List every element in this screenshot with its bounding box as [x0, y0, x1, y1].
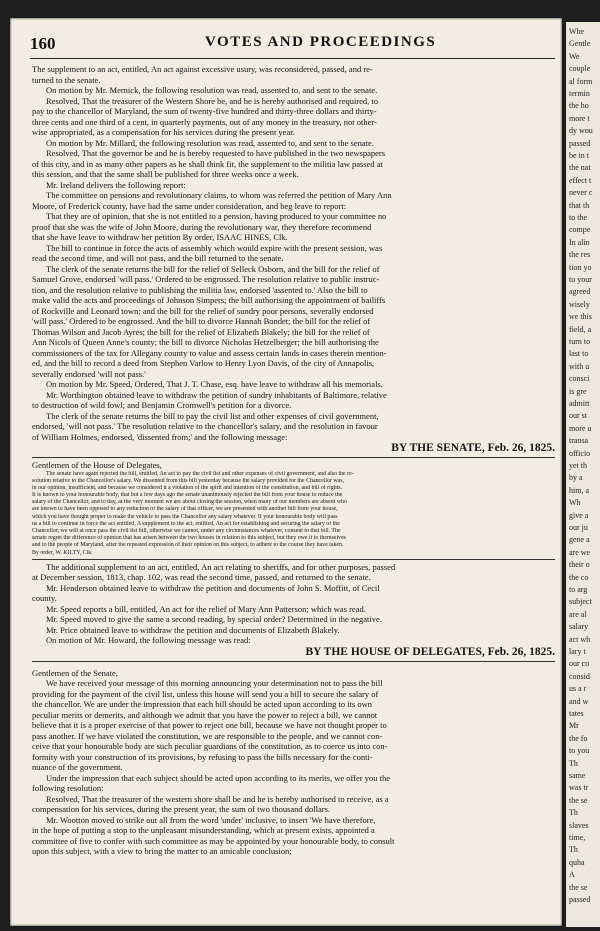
text-line: Thomas Wilson and Jacob Ayres; the bill for the relief of Elizabeth Blakely; the bill for the relief of — [32, 326, 370, 337]
text-line: 'will pass.' Ordered to be engrossed. And the bill to divorce Hannah Bondet; the bill for the relief of — [32, 316, 371, 326]
fragment-line: yet th — [569, 461, 587, 470]
page-header — [10, 34, 562, 56]
text-line: pay to the chancellor of Maryland, the sum of twenty-five hundred and thirty-three dollars and thirty- — [32, 106, 377, 116]
text-line: Mr. Price obtained leave to withdraw the petition and documents of Elizabeth Blakely. — [46, 624, 340, 635]
fragment-line: Wh — [569, 498, 581, 508]
page-number: 160 — [30, 34, 56, 53]
text-line: ed, and the bill to record a deed from Stephen Varlow to Henry Lyon Davis, of the city of Annapolis, — [32, 358, 375, 368]
text-line: Mr. Speed reports a bill, entitled, An act for the relief of Mary Ann Patterson; which was read. — [46, 603, 366, 614]
text-block-b — [32, 562, 555, 646]
text-line: us a bill to continue in force the act entitled, A supplement to the act, entitled, An act for establishing and securing the salary of the — [32, 520, 340, 527]
fragment-line: turn to — [569, 337, 591, 346]
fragment-line: field, a — [569, 324, 592, 334]
fragment-line: lary t — [569, 647, 586, 656]
text-line: this session, and that the same shall be published for three weeks once a week. — [32, 169, 299, 179]
fragment-line: more u — [569, 423, 592, 433]
text-line: upon this subject, with a view to bring the matter to an amicable conclusion; — [32, 846, 292, 857]
fragment-line: him, a — [569, 485, 589, 495]
fragment-line: to you — [569, 746, 590, 756]
text-line: which you have thought proper to make the vehicle to pass the Chancellor any salary whatever. If your honourable body will pass — [32, 513, 338, 520]
fragment-line: the se — [569, 882, 588, 892]
fragment-line: to your — [569, 275, 592, 284]
text-line: The additional supplement to an act, entitled, An act relating to sheriffs, and for other purposes, passed — [46, 561, 396, 572]
text-line: The clerk of the senate returns the bill to pay the civil list and other expenses of civil government, — [46, 410, 379, 421]
header-rule — [30, 58, 555, 59]
text-line: On motion by Mr. Mernick, the following resolution was read, assented to, and sent to the senate. — [46, 85, 378, 95]
fragment-line: admitt — [569, 399, 590, 408]
fragment-line: our co — [569, 659, 590, 669]
divider — [32, 661, 555, 662]
fragment-line: by a — [569, 473, 583, 483]
text-line: believe that it is a proper exercise of that power to reject one bill, because we have not thought proper to — [32, 720, 387, 731]
text-line: committee of five to confer with such committee as may be appointed by your honourable body, to consult — [32, 835, 395, 846]
fragment-line: and w — [569, 696, 589, 706]
fragment-line: termin — [569, 89, 590, 98]
text-line: read the second time, and will not pass, and the bill returned to the senate. — [32, 253, 284, 263]
fragment-line: last to — [569, 349, 589, 359]
fragment-line: the res — [569, 250, 591, 260]
text-line: compensation for his services, during the present year, the sum of two thousand dollars. — [32, 804, 331, 815]
text-line: that she have leave to withdraw her petition By order, ISAAC HINES, Clk. — [32, 232, 288, 242]
text-line: Resolved, That the treasurer of the Western Shore be, and he is hereby authorised and required, to — [46, 95, 379, 106]
text-line: By order, W. KILTY, Clk. — [32, 549, 93, 556]
fragment-line: Whe — [569, 27, 585, 36]
text-line: Moore, of Frederick county, have had the same under consideration, and beg leave to report: — [32, 200, 347, 211]
text-line: On motion by Mr. Speed, Ordered, That J. T. Chase, esq. have leave to withdraw all his memorials. — [46, 379, 383, 389]
fragment-line: give a — [569, 510, 589, 520]
text-line: make valid the acts and proceedings of Johnson Simpers; the bill authorising the appointment of bailiffs — [32, 295, 386, 305]
text-line: The clerk of the senate returns the bill for the relief of Selleck Osborn, and the bill for the relief of — [46, 263, 380, 274]
text-line: in our opinion, insufficient, and because we considered it a violation of the spirit and intention of the constitution, and bill of rights. — [32, 484, 343, 491]
text-line: The committee on pensions and revolutionary claims, to whom was referred the petition of Mary Ann — [46, 190, 392, 200]
fragment-line: consid — [569, 671, 590, 681]
fragment-line: We — [569, 51, 580, 61]
fragment-line: subject — [569, 597, 592, 607]
text-line: following resolution: — [32, 783, 104, 794]
fragment-line: Th — [569, 808, 578, 818]
fragment-line: tates — [569, 709, 584, 718]
fragment-line: consci — [569, 374, 590, 384]
text-line: We have received your message of this morning announcing your determination not to pass the bill — [46, 678, 383, 689]
text-line: of William Holmes, endorsed, 'dissented from;' and the following message: — [32, 431, 288, 442]
house-reply-block — [32, 678, 555, 857]
fragment-line: the se — [569, 795, 588, 805]
fragment-line: are we — [569, 547, 591, 557]
fragment-line: transa — [569, 436, 589, 446]
fragment-line: time, — [569, 833, 586, 842]
senate-signature: BY THE SENATE, Feb. 26, 1825. — [391, 442, 555, 454]
text-line: On motion of Mr. Howard, the following message was read: — [46, 635, 251, 646]
fragment-line: officio — [569, 448, 591, 458]
fragment-line: was tr — [569, 783, 589, 793]
text-line: The bill to continue in force the acts of assembly which would expire with the present session, was — [46, 242, 383, 253]
text-line: of this city, and in as many other papers as he shall think fit, the supplement to the militia law passed at — [32, 158, 383, 169]
fragment-line: act wh — [569, 634, 591, 644]
text-line: Ann Nicols of Queen Anne's county; the bill to divorce Nicholas Hetzelberger; the bill authorising the — [32, 337, 379, 347]
fragment-line: the nat — [569, 163, 591, 173]
text-line: Mr. Henderson obtained leave to withdraw the petition and documents of John S. Moffitt, of Cecil — [46, 582, 380, 593]
fragment-line: passed — [569, 895, 591, 904]
fragment-line: be in t — [569, 151, 589, 160]
text-line: It is known to your honourable body, that but a few days ago the senate unanimously rejected the bill from your house to reduce the — [32, 492, 343, 499]
text-line: wise appropriated, as a compensation for his services during the present year. — [32, 127, 295, 137]
salutation-senate: Gentlemen of the Senate, — [32, 667, 118, 678]
text-line: Mr. Worthington obtained leave to withdraw the petition of sundry inhabitants of Baltimore, relative — [46, 389, 387, 400]
text-line: The senate have again rejected the bill, entitled, An act to pay the civil list and other expenses of civil government, and also the re- — [46, 470, 354, 477]
text-line: to destruction of wild fowl; and Benjamin Cromwell's petition for a divorce. — [32, 400, 292, 410]
divider — [32, 559, 555, 560]
fragment-line: are al — [569, 609, 587, 619]
left-page — [10, 18, 562, 926]
fragment-line: dy wou — [569, 126, 593, 136]
fragment-line: the ho — [569, 101, 589, 111]
text-line: commissioners of the tax for Allegany county to value and assess certain lands in cases therein mention- — [32, 347, 387, 358]
text-line: three cents and one third of a cent, in quarterly payments, out of any money in the treasury, not other- — [32, 116, 377, 127]
fragment-line: never c — [569, 188, 593, 198]
divider — [32, 457, 555, 458]
text-line: solution relative to the Chancellor's salary. We dissented from this bill yesterday because the salary provided for the Chancellor was, — [32, 477, 345, 484]
text-line: Resolved, That the treasurer of the western shore shall be and he is hereby authorised to receive, as a — [46, 793, 389, 804]
text-line: senate regret the difference of opinion that has arisen between the two houses in relation to this subject, but they owe it to themselves — [32, 535, 346, 542]
text-line: proof that she was the wife of John Moore, during the revolutionary war, they therefore recommend — [32, 221, 372, 232]
fragment-line: couple — [569, 64, 591, 74]
text-line: Under the impression that each subject should be acted upon according to its merits, we offer you the — [46, 772, 390, 783]
text-line: That they are of opinion, that she is not entitled to a pension, having produced to your committee no — [46, 211, 387, 221]
running-title: VOTES AND PROCEEDINGS — [205, 34, 437, 50]
senate-message-block — [32, 471, 555, 557]
text-line: tion, and the resolution relative to publishing the militia law, endorsed 'assented to.' Also the bill to — [32, 284, 368, 295]
fragment-line: tion yo — [569, 262, 592, 272]
text-block-a — [32, 64, 555, 442]
proceedings-text — [32, 64, 555, 857]
text-line: pass another. If we have violated the constitution, we are responsible to the people, and we cannot con- — [32, 730, 383, 741]
text-line: Chancellor, we will at once pass the civil list bill, otherwise we cannot, under any circumstances whatever, consent to that bill. The — [32, 528, 341, 534]
salutation-delegates: Gentlemen of the House of Delegates, — [32, 460, 162, 470]
text-line: Mr. Speed moved to give the same a second reading, by special order? Determined in the negative. — [46, 614, 382, 625]
fragment-line: their o — [569, 560, 590, 570]
text-line: ceive that your honourable body are such peculiar guardians of the constitution, as to coerce us into con- — [32, 741, 388, 752]
fragment-line: that th — [569, 200, 590, 210]
fragment-line: effect t — [569, 175, 592, 185]
text-line: providing for the payment of the civil list, unless this house will send you a bill to secure the salary of — [32, 688, 379, 699]
fragment-line: compe — [569, 225, 591, 235]
text-line: are known to have been opposed to any reduction of the salary of that officer, we are presented with another bill from your house, — [32, 506, 338, 513]
fragment-line: A — [569, 870, 575, 880]
adjacent-page-fragment — [566, 22, 600, 927]
text-line: of Rockville and Leonard town; and the bill for the relief of sundry poor persons, severally endorsed — [32, 305, 374, 316]
fragment-line: wisely — [569, 299, 590, 309]
text-line: nuance of the government. — [32, 762, 123, 773]
text-line: The supplement to an act, entitled, An act against excessive usury, was reconsidered, passed, and re- — [32, 64, 373, 74]
text-line: On motion by Mr. Millard, the following resolution was read, assented to, and sent to the senate. — [46, 137, 374, 148]
fragment-line: with u — [569, 361, 590, 371]
fragment-line: more t — [569, 113, 590, 123]
text-line: peculiar merits or demerits, and although we admit that you have the power to reject a bill, we cannot — [32, 709, 378, 720]
fragment-line: our ju — [569, 523, 588, 532]
text-line: Mr. Ireland delivers the following report: — [46, 179, 186, 190]
text-line: Mr. Wootton moved to strike out all from the word 'under' inclusive, to insert 'We have therefore, — [46, 814, 376, 825]
text-line: Samuel Grove, endorsed 'will pass.' Ordered to be engrossed. The resolution relative to public instruc- — [32, 274, 380, 284]
text-line: salary of the Chancellor, and to day, at the very moment we are about closing the session, when many of our members are absent who — [32, 499, 347, 506]
fragment-line: Th — [569, 845, 578, 855]
fragment-line: Gentle — [569, 39, 591, 49]
fragment-line: our st — [569, 411, 587, 421]
text-line: severally endorsed 'will not pass.' — [32, 368, 146, 379]
fragment-line: is gre — [569, 386, 587, 396]
fragment-line: to the — [569, 213, 587, 222]
text-line: in the hope of putting a stop to the unpleasant misunderstanding, which at present exists, appointed a — [32, 825, 375, 836]
house-signature: BY THE HOUSE OF DELEGATES, Feb. 26, 1825. — [305, 645, 555, 658]
text-line: endorsed, 'will not pass.' The resolution relative to the chancellor's salary, and the resolution in favour — [32, 421, 378, 431]
text-line: county. — [32, 593, 57, 604]
fragment-line: quha — [569, 857, 585, 867]
fragment-line: slaves — [569, 820, 589, 830]
text-line: formity with your construction of its provisions, by refusing to pass the bills necessary for the conti- — [32, 751, 373, 762]
fragment-line: agreed — [569, 287, 591, 297]
fragment-line: the fo — [569, 733, 588, 743]
text-line: and to the people of Maryland, after the repeated expression of their opinion on this subject, to adhere to the course they have taken. — [32, 542, 344, 549]
fragment-line: us a r — [569, 684, 587, 694]
fragment-line: the co — [569, 572, 589, 582]
fragment-line: In alin — [569, 237, 590, 247]
text-line: turned to the senate. — [32, 74, 101, 85]
fragment-line: Mr — [569, 721, 579, 731]
text-line: the chancellor. We are under the impression that each bill should be acted upon according to its own — [32, 699, 372, 710]
fragment-line: passed — [569, 138, 591, 148]
fragment-line: same — [569, 771, 586, 780]
fragment-line: gene a — [569, 535, 590, 545]
fragment-line: salary — [569, 622, 589, 632]
text-line: Resolved, That the governor be and he is hereby requested to have published in the two newspapers — [46, 148, 386, 158]
text-line: at December session, 1813, chap. 102, was read the second time, passed, and returned to the senate. — [32, 572, 371, 583]
fragment-line: al form — [569, 76, 593, 86]
fragment-line: we this — [569, 312, 592, 322]
fragment-line: Th — [569, 758, 578, 768]
fragment-line: to arg — [569, 585, 588, 594]
